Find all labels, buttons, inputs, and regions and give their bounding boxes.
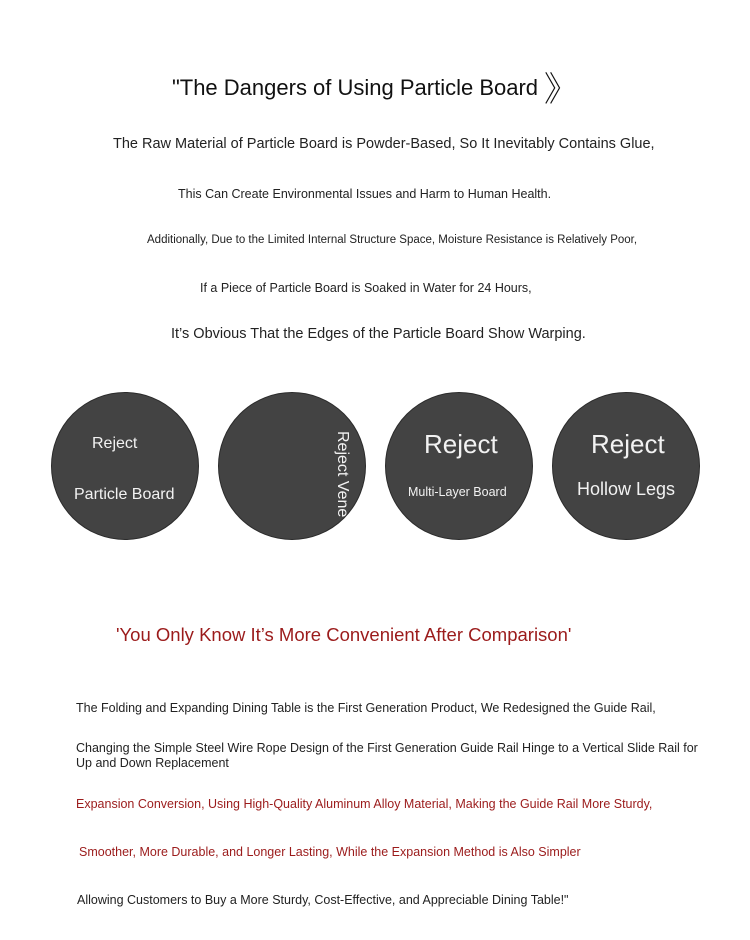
comparison-line-3: Expansion Conversion, Using High-Quality Aluminum Alloy Material, Making the Guide Rail More Sturdy, (76, 797, 653, 811)
intro-line-4: If a Piece of Particle Board is Soaked in Water for 24 Hours, (200, 281, 532, 295)
reject-hollow-legs-circle (552, 392, 700, 540)
intro-line-3: Additionally, Due to the Limited Internal Structure Space, Moisture Resistance is Relatively Poor, (147, 234, 638, 246)
circle-3-bottom-label: Multi-Layer Board (408, 485, 507, 499)
title-bracket: 》 (544, 70, 579, 110)
title-text: "The Dangers of Using Particle Board (171, 75, 539, 100)
intro-line-2: This Can Create Environmental Issues and Harm to Human Health. (178, 187, 552, 201)
comparison-line-1: The Folding and Expanding Dining Table is the First Generation Product, We Redesigned the Guide Rail, (76, 701, 656, 715)
circle-1-top-label: Reject (92, 435, 138, 452)
circle-4-top-label: Reject (591, 429, 665, 459)
circle-2-label: Reject Vene (334, 431, 351, 518)
reject-multi-layer-board-circle (385, 392, 533, 540)
comparison-line-2: Changing the Simple Steel Wire Rope Design of the First Generation Guide Rail Hinge to a Vertical Slide Rail for Up and Down Replacement (76, 741, 698, 770)
reject-veneer-circle (218, 392, 366, 540)
circle-3-top-label: Reject (424, 429, 498, 459)
page-title (0, 62, 750, 111)
reject-particle-board-circle (51, 392, 199, 540)
intro-line-1: The Raw Material of Particle Board is Powder-Based, So It Inevitably Contains Glue, (113, 136, 655, 152)
comparison-heading: 'You Only Know It’s More Convenient After Comparison' (116, 624, 572, 645)
comparison-line-5: Allowing Customers to Buy a More Sturdy, Cost-Effective, and Appreciable Dining Table!" (77, 893, 569, 907)
intro-line-5: It’s Obvious That the Edges of the Particle Board Show Warping. (171, 326, 586, 342)
comparison-line-4: Smoother, More Durable, and Longer Lasting, While the Expansion Method is Also Simpler (79, 845, 581, 859)
circle-4-bottom-label: Hollow Legs (577, 479, 676, 499)
circle-1-bottom-label: Particle Board (74, 486, 175, 503)
